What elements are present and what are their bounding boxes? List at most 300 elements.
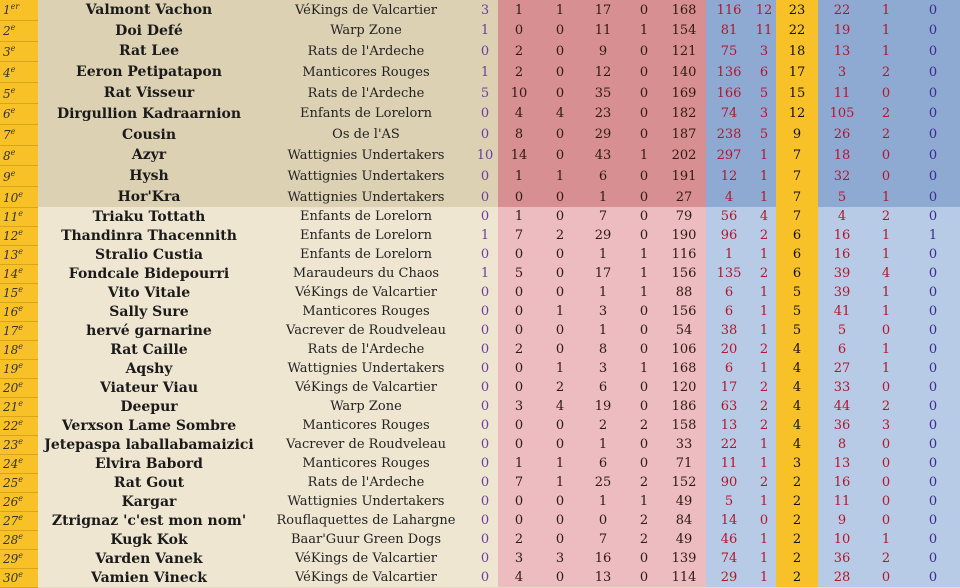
team-name: Wattignies Undertakers: [260, 492, 472, 511]
stat-col-1: 0: [472, 103, 498, 124]
stat-col-5: 0: [626, 207, 662, 226]
player-name: Verxson Lame Sombre: [38, 416, 260, 435]
stat-col-2: 2: [498, 340, 540, 359]
rank-number: 13: [3, 248, 19, 263]
stat-col-1: 0: [472, 568, 498, 587]
stat-col-7: 116: [706, 0, 752, 20]
stat-col-4: 25: [580, 473, 626, 492]
stat-col-12: 0: [906, 340, 960, 359]
rank-suffix: e: [10, 168, 16, 178]
stat-col-6: 140: [662, 62, 706, 83]
stat-col-2: 7: [498, 473, 540, 492]
stat-col-3: 0: [540, 83, 580, 104]
rank-cell: [0, 359, 38, 378]
stat-col-11: 1: [866, 187, 906, 208]
stat-col-8: 2: [752, 264, 776, 283]
stat-col-12: 0: [906, 378, 960, 397]
stat-col-1: 0: [472, 41, 498, 62]
stat-col-1: 0: [472, 511, 498, 530]
stat-col-11: 1: [866, 359, 906, 378]
stat-col-6: 158: [662, 416, 706, 435]
stat-col-8: 3: [752, 41, 776, 62]
stat-points: 3: [776, 454, 818, 473]
stat-col-4: 6: [580, 378, 626, 397]
stat-col-6: 79: [662, 207, 706, 226]
rank-cell: [0, 340, 38, 359]
rank-cell: [0, 283, 38, 302]
stat-col-6: 88: [662, 283, 706, 302]
stat-col-11: 1: [866, 340, 906, 359]
stat-col-4: 17: [580, 264, 626, 283]
stat-col-12: 0: [906, 568, 960, 587]
stat-col-3: 1: [540, 0, 580, 20]
stat-col-1: 0: [472, 435, 498, 454]
rank-suffix: e: [18, 399, 24, 409]
stat-col-1: 0: [472, 283, 498, 302]
table-row: [0, 397, 960, 416]
stat-points: 2: [776, 568, 818, 587]
rank-suffix: e: [18, 342, 24, 352]
stat-col-8: 1: [752, 321, 776, 340]
stat-col-7: 63: [706, 397, 752, 416]
stat-col-6: 49: [662, 530, 706, 549]
stat-col-12: 0: [906, 187, 960, 208]
stat-col-2: 3: [498, 397, 540, 416]
player-name: Rat Lee: [38, 41, 260, 62]
stat-col-7: 166: [706, 83, 752, 104]
stat-col-10: 16: [818, 473, 866, 492]
rank-cell: [0, 187, 38, 208]
stat-col-5: 2: [626, 416, 662, 435]
team-name: Rats de l'Ardeche: [260, 41, 472, 62]
stat-col-10: 39: [818, 264, 866, 283]
team-name: VéKings de Valcartier: [260, 568, 472, 587]
stat-col-7: 90: [706, 473, 752, 492]
stat-col-12: 0: [906, 41, 960, 62]
stat-col-5: 0: [626, 124, 662, 145]
table-row: [0, 83, 960, 104]
rank-cell: [0, 321, 38, 340]
table-row: [0, 435, 960, 454]
stat-col-1: 0: [472, 124, 498, 145]
stat-col-7: 81: [706, 20, 752, 41]
team-name: Rouflaquettes de Lahargne: [260, 511, 472, 530]
stat-col-11: 1: [866, 20, 906, 41]
stat-col-1: 0: [472, 549, 498, 568]
team-name: Manticores Rouges: [260, 454, 472, 473]
rank-suffix: e: [18, 475, 24, 485]
rank-number: 24: [3, 457, 19, 472]
stat-col-12: 0: [906, 264, 960, 283]
rank-suffix: e: [18, 494, 24, 504]
stat-col-4: 9: [580, 41, 626, 62]
stat-col-1: 0: [472, 207, 498, 226]
table-row: [0, 41, 960, 62]
stat-col-7: 56: [706, 207, 752, 226]
stat-col-4: 7: [580, 530, 626, 549]
stat-col-1: 3: [472, 0, 498, 20]
stat-col-5: 2: [626, 473, 662, 492]
rank-number: 6: [3, 107, 11, 122]
stat-points: 5: [776, 283, 818, 302]
stat-col-10: 11: [818, 83, 866, 104]
table-row: [0, 321, 960, 340]
stat-col-4: 0: [580, 511, 626, 530]
team-name: Warp Zone: [260, 397, 472, 416]
rank-suffix: e: [18, 304, 24, 314]
stat-col-3: 0: [540, 187, 580, 208]
rank-cell: [0, 145, 38, 166]
stat-col-1: 0: [472, 187, 498, 208]
stat-col-8: 1: [752, 166, 776, 187]
player-name: Cousin: [38, 124, 260, 145]
table-row: [0, 416, 960, 435]
stat-col-8: 2: [752, 416, 776, 435]
table-row: [0, 245, 960, 264]
stat-col-10: 41: [818, 302, 866, 321]
player-name: Azyr: [38, 145, 260, 166]
team-name: VéKings de Valcartier: [260, 549, 472, 568]
rank-cell: [0, 568, 38, 587]
rank-number: 9: [3, 169, 11, 184]
stat-col-12: 0: [906, 207, 960, 226]
rank-cell: [0, 83, 38, 104]
stat-col-5: 0: [626, 0, 662, 20]
player-name: Hysh: [38, 166, 260, 187]
stat-col-7: 38: [706, 321, 752, 340]
stat-col-3: 0: [540, 283, 580, 302]
stat-col-4: 6: [580, 454, 626, 473]
stat-col-1: 0: [472, 530, 498, 549]
stat-col-2: 2: [498, 530, 540, 549]
stat-col-11: 0: [866, 378, 906, 397]
stat-col-12: 0: [906, 321, 960, 340]
stat-col-7: 136: [706, 62, 752, 83]
stat-col-6: 84: [662, 511, 706, 530]
stat-col-2: 2: [498, 62, 540, 83]
stat-col-3: 2: [540, 226, 580, 245]
stat-col-12: 0: [906, 62, 960, 83]
team-name: Manticores Rouges: [260, 62, 472, 83]
stat-col-6: 156: [662, 264, 706, 283]
team-name: VéKings de Valcartier: [260, 378, 472, 397]
stat-col-8: 1: [752, 568, 776, 587]
stat-col-12: 1: [906, 226, 960, 245]
stat-col-10: 39: [818, 283, 866, 302]
stat-col-2: 5: [498, 264, 540, 283]
player-name: Varden Vanek: [38, 549, 260, 568]
stat-points: 4: [776, 416, 818, 435]
stat-col-7: 6: [706, 283, 752, 302]
rank-suffix: e: [18, 209, 24, 219]
stat-col-10: 22: [818, 0, 866, 20]
stat-col-8: 1: [752, 283, 776, 302]
stat-col-7: 297: [706, 145, 752, 166]
stat-col-4: 43: [580, 145, 626, 166]
rank-cell: [0, 103, 38, 124]
stat-col-2: 1: [498, 0, 540, 20]
rank-suffix: e: [18, 361, 24, 371]
rank-suffix: e: [10, 127, 16, 137]
stat-points: 7: [776, 145, 818, 166]
team-name: Rats de l'Ardeche: [260, 473, 472, 492]
rank-cell: [0, 20, 38, 41]
stat-col-3: 0: [540, 207, 580, 226]
stat-col-6: 33: [662, 435, 706, 454]
stat-col-5: 0: [626, 62, 662, 83]
stat-col-12: 0: [906, 473, 960, 492]
stat-col-3: 0: [540, 435, 580, 454]
stat-col-11: 0: [866, 568, 906, 587]
stat-col-4: 29: [580, 124, 626, 145]
stat-col-10: 5: [818, 187, 866, 208]
player-name: Sally Sure: [38, 302, 260, 321]
stat-col-10: 8: [818, 435, 866, 454]
stat-col-11: 2: [866, 124, 906, 145]
rank-cell: [0, 207, 38, 226]
stat-col-6: 169: [662, 83, 706, 104]
stat-col-11: 0: [866, 166, 906, 187]
stat-col-4: 12: [580, 62, 626, 83]
table-row: [0, 473, 960, 492]
player-name: Hor'Kra: [38, 187, 260, 208]
stat-col-2: 7: [498, 226, 540, 245]
table-row: [0, 454, 960, 473]
stat-points: 5: [776, 321, 818, 340]
rank-cell: [0, 473, 38, 492]
stat-points: 6: [776, 264, 818, 283]
stat-col-11: 1: [866, 41, 906, 62]
stat-col-7: 4: [706, 187, 752, 208]
stat-col-7: 238: [706, 124, 752, 145]
stat-col-3: 1: [540, 473, 580, 492]
stat-col-3: 0: [540, 321, 580, 340]
player-name: Rat Caille: [38, 340, 260, 359]
stat-points: 18: [776, 41, 818, 62]
rank-number: 7: [3, 128, 11, 143]
stat-col-12: 0: [906, 103, 960, 124]
stat-col-4: 2: [580, 416, 626, 435]
stat-col-12: 0: [906, 454, 960, 473]
stat-col-4: 16: [580, 549, 626, 568]
rank-number: 18: [3, 343, 19, 358]
table-row: [0, 62, 960, 83]
player-name: Rat Gout: [38, 473, 260, 492]
table-row: [0, 264, 960, 283]
stat-col-1: 0: [472, 166, 498, 187]
stat-col-7: 6: [706, 302, 752, 321]
stat-col-7: 74: [706, 549, 752, 568]
player-name: Stralio Custia: [38, 245, 260, 264]
stat-col-5: 2: [626, 530, 662, 549]
player-name: Ztrignaz 'c'est mon nom': [38, 511, 260, 530]
rank-cell: [0, 62, 38, 83]
stat-col-4: 13: [580, 568, 626, 587]
stat-col-5: 0: [626, 83, 662, 104]
rank-number: 17: [3, 324, 19, 339]
player-name: Kargar: [38, 492, 260, 511]
stat-points: 23: [776, 0, 818, 20]
stat-col-8: 2: [752, 378, 776, 397]
stat-points: 4: [776, 359, 818, 378]
stat-col-8: 4: [752, 207, 776, 226]
stat-col-3: 0: [540, 145, 580, 166]
rank-cell: [0, 549, 38, 568]
rank-cell: [0, 416, 38, 435]
team-name: Rats de l'Ardeche: [260, 340, 472, 359]
stat-col-2: 0: [498, 416, 540, 435]
rank-suffix: e: [18, 285, 24, 295]
stat-col-7: 13: [706, 416, 752, 435]
stat-col-6: 121: [662, 41, 706, 62]
table-row: [0, 568, 960, 587]
stat-col-5: 1: [626, 145, 662, 166]
rank-cell: [0, 378, 38, 397]
stat-col-6: 71: [662, 454, 706, 473]
player-name: Dirgullion Kadraarnion: [38, 103, 260, 124]
rank-cell: [0, 0, 38, 20]
stat-col-2: 0: [498, 283, 540, 302]
table-row: [0, 340, 960, 359]
stat-col-1: 1: [472, 226, 498, 245]
table-row: [0, 0, 960, 20]
stat-points: 2: [776, 473, 818, 492]
stat-col-2: 0: [498, 511, 540, 530]
stat-col-5: 0: [626, 549, 662, 568]
stat-col-10: 36: [818, 549, 866, 568]
stat-col-2: 3: [498, 549, 540, 568]
stat-col-3: 0: [540, 416, 580, 435]
stat-col-11: 1: [866, 0, 906, 20]
stat-col-8: 6: [752, 62, 776, 83]
stat-col-12: 0: [906, 359, 960, 378]
rank-number: 8: [3, 148, 11, 163]
stat-col-5: 1: [626, 283, 662, 302]
stat-col-11: 0: [866, 435, 906, 454]
stat-col-8: 1: [752, 454, 776, 473]
stat-col-10: 44: [818, 397, 866, 416]
stat-col-2: 2: [498, 41, 540, 62]
team-name: Manticores Rouges: [260, 302, 472, 321]
table-row: [0, 378, 960, 397]
stat-col-4: 11: [580, 20, 626, 41]
stat-col-5: 0: [626, 41, 662, 62]
team-name: Maraudeurs du Chaos: [260, 264, 472, 283]
stat-col-1: 0: [472, 416, 498, 435]
rank-suffix: e: [18, 532, 24, 542]
stat-col-2: 0: [498, 492, 540, 511]
table-row: [0, 530, 960, 549]
stat-col-10: 10: [818, 530, 866, 549]
team-name: Enfants de Lorelorn: [260, 226, 472, 245]
rank-suffix: e: [18, 380, 24, 390]
stat-col-5: 0: [626, 435, 662, 454]
stat-col-3: 0: [540, 20, 580, 41]
stat-col-5: 0: [626, 568, 662, 587]
stat-col-12: 0: [906, 83, 960, 104]
stat-col-11: 4: [866, 264, 906, 283]
stat-col-1: 1: [472, 20, 498, 41]
stat-col-1: 0: [472, 340, 498, 359]
player-name: Deepur: [38, 397, 260, 416]
rank-cell: [0, 511, 38, 530]
stat-col-2: 0: [498, 321, 540, 340]
rank-cell: [0, 397, 38, 416]
stat-col-11: 0: [866, 492, 906, 511]
stat-col-4: 19: [580, 397, 626, 416]
rank-suffix: e: [10, 147, 16, 157]
stat-col-3: 0: [540, 41, 580, 62]
team-name: Wattignies Undertakers: [260, 166, 472, 187]
stat-col-10: 3: [818, 62, 866, 83]
stat-col-1: 0: [472, 397, 498, 416]
stat-col-8: 12: [752, 0, 776, 20]
team-name: Os de l'AS: [260, 124, 472, 145]
stat-col-5: 0: [626, 302, 662, 321]
stat-col-12: 0: [906, 302, 960, 321]
rank-suffix: e: [10, 43, 16, 53]
stat-col-8: 1: [752, 530, 776, 549]
rank-suffix: e: [10, 85, 16, 95]
stat-col-12: 0: [906, 530, 960, 549]
stat-points: 4: [776, 435, 818, 454]
table-row: [0, 145, 960, 166]
stat-col-2: 4: [498, 568, 540, 587]
stat-col-11: 0: [866, 321, 906, 340]
stat-col-8: 1: [752, 492, 776, 511]
rank-number: 5: [3, 86, 11, 101]
table-row: [0, 549, 960, 568]
stat-col-4: 8: [580, 340, 626, 359]
stat-col-6: 191: [662, 166, 706, 187]
stat-col-11: 3: [866, 416, 906, 435]
rank-number: 14: [3, 267, 19, 282]
team-name: Wattignies Undertakers: [260, 359, 472, 378]
stat-col-10: 16: [818, 226, 866, 245]
stat-col-12: 0: [906, 145, 960, 166]
rank-number: 10: [3, 190, 19, 205]
rank-number: 21: [3, 400, 19, 415]
stat-col-10: 6: [818, 340, 866, 359]
player-name: Vito Vitale: [38, 283, 260, 302]
stat-col-12: 0: [906, 511, 960, 530]
stat-col-10: 13: [818, 41, 866, 62]
stat-points: 6: [776, 226, 818, 245]
table-row: [0, 166, 960, 187]
stat-col-4: 17: [580, 0, 626, 20]
stat-col-11: 0: [866, 511, 906, 530]
rank-cell: [0, 454, 38, 473]
stat-col-1: 0: [472, 492, 498, 511]
stat-col-11: 2: [866, 103, 906, 124]
player-name: Jetepaspa laballabamaizici: [38, 435, 260, 454]
table-row: [0, 20, 960, 41]
stat-col-6: 27: [662, 187, 706, 208]
player-name: Elvira Babord: [38, 454, 260, 473]
stat-col-6: 190: [662, 226, 706, 245]
rank-cell: [0, 264, 38, 283]
stat-col-2: 0: [498, 20, 540, 41]
stat-col-2: 0: [498, 302, 540, 321]
stat-col-3: 3: [540, 549, 580, 568]
stat-col-10: 11: [818, 492, 866, 511]
rank-cell: [0, 435, 38, 454]
stat-col-7: 29: [706, 568, 752, 587]
player-name: Aqshy: [38, 359, 260, 378]
stat-col-6: 54: [662, 321, 706, 340]
rank-number: 19: [3, 362, 19, 377]
rank-suffix: e: [18, 323, 24, 333]
